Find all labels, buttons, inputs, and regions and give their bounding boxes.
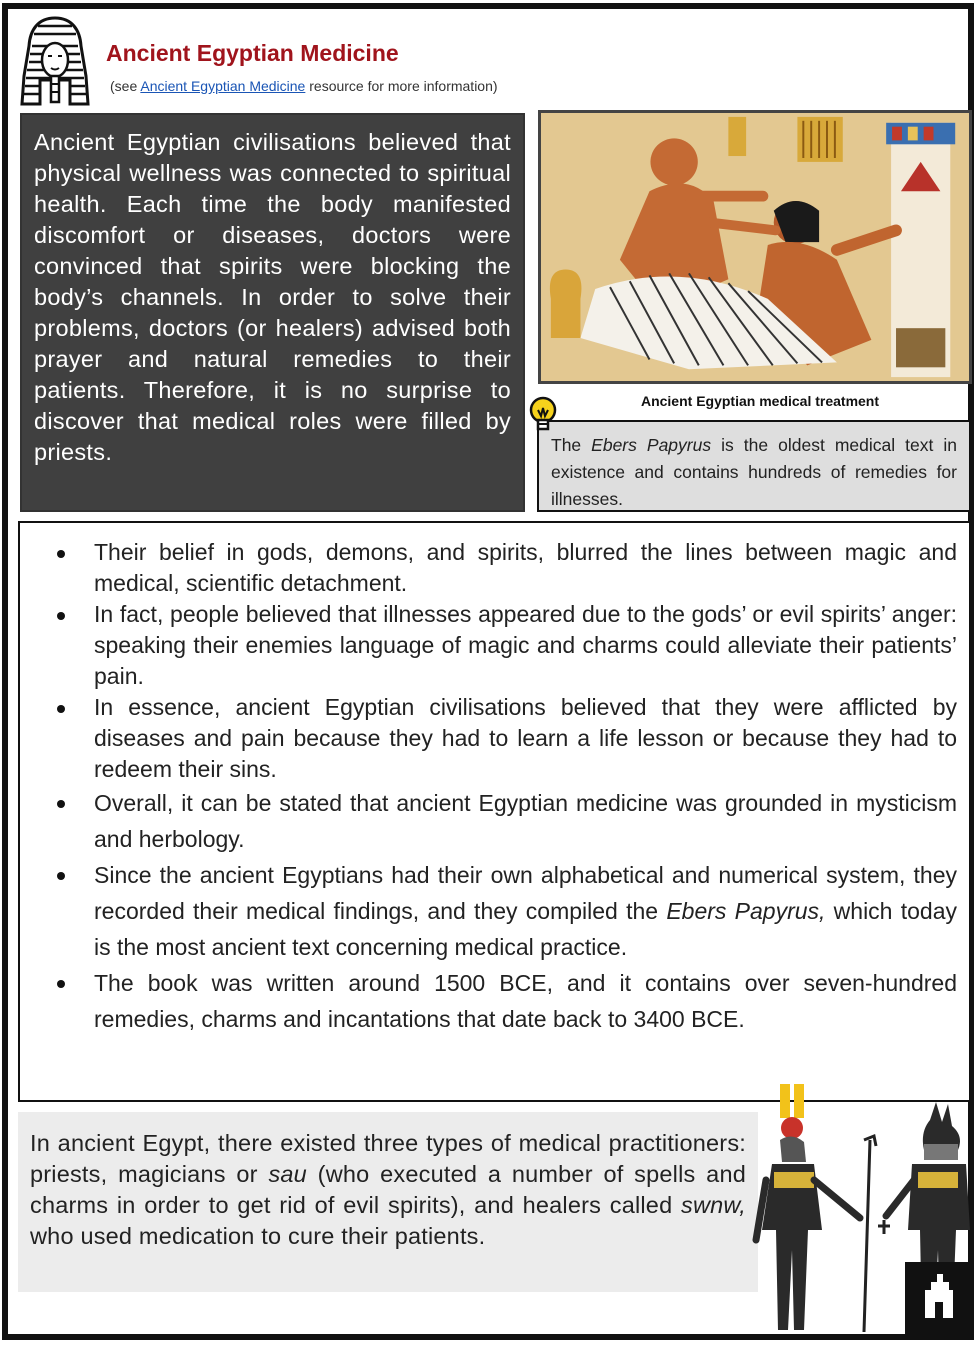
practitioners-italic-sau: sau xyxy=(268,1161,307,1187)
page-title: Ancient Egyptian Medicine xyxy=(106,40,399,66)
pharaoh-icon xyxy=(18,16,92,108)
practitioners-text-2: (who executed a number of spells and charms in order to get rid of evil spirits), and healers called xyxy=(30,1161,746,1218)
bullet-list xyxy=(32,537,957,1037)
practitioners-text-3: who used medication to cure their patients. xyxy=(30,1223,486,1249)
practitioners-box xyxy=(18,1112,758,1292)
bullet-item xyxy=(32,537,957,599)
logo-icon xyxy=(905,1262,971,1334)
practitioners-text-1: In ancient Egypt, there existed three types of medical practitioners: priests, magicians or xyxy=(30,1130,746,1187)
intro-text: Ancient Egyptian civilisations believed that physical wellness was connected to spiritual health. Each time the body manifested discomfort or diseases, doctors were convinced that spirits were blocking the body’s channels. In order to solve their problems, doctors (or healers) advised both prayer and natural remedies to their patients. Therefore, it is no surprise to discover that medical roles were filled by priests. xyxy=(34,129,511,465)
subtitle xyxy=(110,78,498,94)
bullet-dot xyxy=(57,872,65,880)
bullet-text: which today is the most ancient text concerning medical practice. xyxy=(94,898,957,960)
bullet-dot xyxy=(57,705,65,713)
bullet-text: Overall, it can be stated that ancient Egyptian medicine was grounded in mysticism and herbology. xyxy=(94,790,957,852)
egyptian-medical-painting xyxy=(538,110,972,384)
bullet-text: Since the ancient Egyptians had their own alphabetical and numerical system, they recorded their medical findings, and they compiled the xyxy=(94,862,957,924)
bullet-text: The book was written around 1500 BCE, and it contains over seven-hundred remedies, charms and incantations that date back to 3400 BCE. xyxy=(94,970,957,1032)
bullet-item xyxy=(32,692,957,785)
image-caption: Ancient Egyptian medical treatment xyxy=(640,393,880,409)
practitioners-italic-swnw: swnw, xyxy=(681,1192,746,1218)
bullet-text: In fact, people believed that illnesses appeared due to the gods’ or evil spirits’ anger: speaking their enemies language of magic and charms could alleviate their patients’ pain. xyxy=(94,601,957,689)
fact-text-before: The xyxy=(551,435,592,455)
subtitle-suffix: resource for more information) xyxy=(305,78,498,94)
bullet-item xyxy=(32,785,957,857)
bullet-item xyxy=(32,599,957,692)
subtitle-prefix: (see xyxy=(110,78,141,94)
bullet-text: Their belief in gods, demons, and spirits, blurred the lines between magic and medical, scientific detachment. xyxy=(94,539,957,596)
resource-link[interactable]: Ancient Egyptian Medicine xyxy=(140,78,306,94)
fact-text-italic: Ebers Papyrus xyxy=(591,435,712,455)
practitioners-text xyxy=(30,1128,746,1252)
fact-text-after: is the oldest medical text in existence and contains hundreds of remedies for illnesses. xyxy=(551,435,957,509)
fact-box xyxy=(537,420,971,512)
bullet-item xyxy=(32,857,957,965)
fact-text xyxy=(551,432,957,513)
bullet-dot xyxy=(57,612,65,620)
bullet-text: In essence, ancient Egyptian civilisations believed that they were afflicted by diseases and pain because they had to learn a life lesson or because they had to redeem their sins. xyxy=(94,694,957,782)
bullet-box xyxy=(18,521,971,1102)
bullet-dot xyxy=(57,800,65,808)
bullet-dot xyxy=(57,550,65,558)
bullet-text-italic: Ebers Papyrus, xyxy=(666,898,826,924)
bullet-dot xyxy=(57,980,65,988)
lightbulb-icon xyxy=(528,396,562,436)
bullet-item xyxy=(32,965,957,1037)
intro-box xyxy=(20,113,525,512)
